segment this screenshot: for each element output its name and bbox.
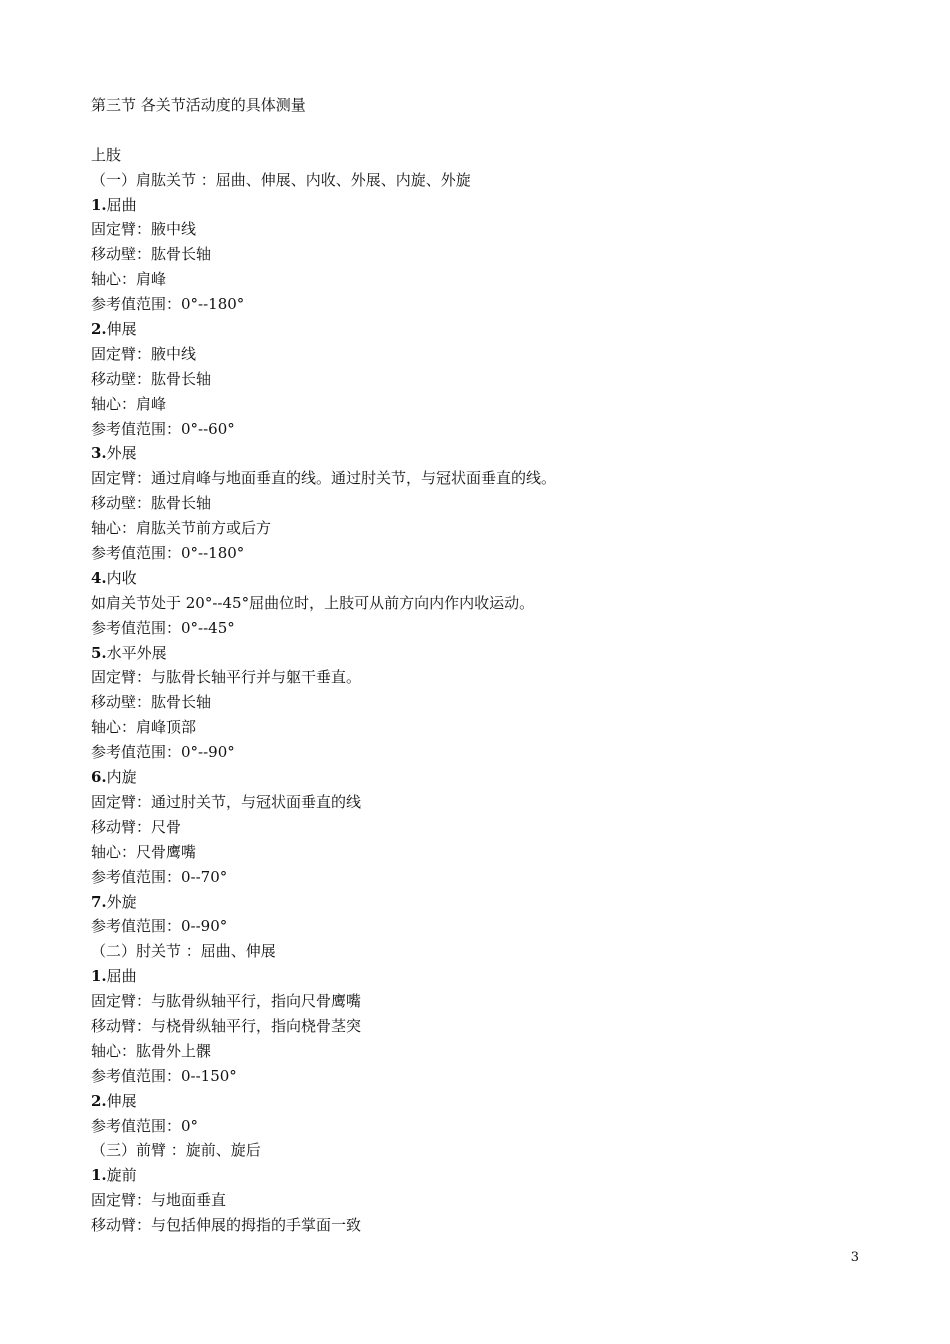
line-text: 轴心：肩肱关节前方或后方 (91, 519, 272, 538)
line-text: 移动臂：尺骨 (91, 817, 182, 836)
line-text: 移动壁：肱骨长轴 (91, 245, 212, 264)
numbered-heading (91, 317, 871, 342)
text-line (91, 690, 871, 715)
text-line (91, 914, 871, 939)
numbered-heading (91, 1163, 871, 1188)
line-text: 伸展 (106, 1091, 137, 1110)
numbered-heading (91, 964, 871, 989)
line-text: 如肩关节处于 20°--45°屈曲位时，上肢可从前方向内作内收运动。 (91, 593, 535, 612)
line-text: 外展 (106, 444, 137, 463)
line-text: 移动壁：肱骨长轴 (91, 369, 212, 388)
numbered-heading (91, 193, 871, 218)
text-line (91, 392, 871, 417)
text-line (91, 1188, 871, 1213)
text-line (91, 1114, 871, 1139)
text-line (91, 740, 871, 765)
line-text: 固定臂：通过肩峰与地面垂直的线。通过肘关节，与冠状面垂直的线。 (91, 469, 557, 488)
text-line (91, 865, 871, 890)
line-text: 参考值范围：0° (91, 1116, 199, 1135)
line-text: 轴心：肱骨外上髁 (91, 1041, 212, 1060)
item-number: 3. (91, 444, 107, 463)
text-line (91, 616, 871, 641)
blank-line (91, 118, 871, 143)
line-text: 固定臂：腋中线 (91, 344, 197, 363)
line-text: 参考值范围：0°--180° (91, 295, 245, 314)
line-text: 旋前 (106, 1166, 137, 1185)
section-title: 第三节 各关节活动度的具体测量 (91, 96, 306, 114)
item-number: 6. (91, 768, 107, 787)
text-line (91, 939, 871, 964)
line-text: 移动壁：肱骨长轴 (91, 494, 212, 513)
line-text: 内旋 (106, 768, 137, 787)
item-number: 1. (91, 1166, 107, 1185)
line-text: 移动臂：与桡骨纵轴平行，指向桡骨茎突 (91, 1016, 362, 1035)
numbered-heading (91, 890, 871, 915)
numbered-heading (91, 1089, 871, 1114)
line-text: 外旋 (106, 892, 137, 911)
text-line (91, 989, 871, 1014)
line-text: 固定臂：与肱骨长轴平行并与躯干垂直。 (91, 668, 362, 687)
text-line (91, 715, 871, 740)
line-text: 固定臂：通过肘关节，与冠状面垂直的线 (91, 792, 362, 811)
line-text: 参考值范围：0°--45° (91, 618, 235, 637)
text-line (91, 1138, 871, 1163)
text-line (91, 143, 871, 168)
text-line (91, 242, 871, 267)
text-line (91, 1064, 871, 1089)
document-body (91, 93, 871, 1238)
line-text: 参考值范围：0--90° (91, 917, 228, 936)
text-line (91, 217, 871, 242)
numbered-heading (91, 566, 871, 591)
text-line (91, 417, 871, 442)
line-text: 参考值范围：0°--180° (91, 544, 245, 563)
text-line (91, 790, 871, 815)
line-text: 伸展 (106, 320, 137, 339)
document-lines (91, 143, 871, 1238)
line-text: 固定臂：腋中线 (91, 220, 197, 239)
line-text: 固定臂：与地面垂直 (91, 1191, 227, 1210)
line-text: 屈曲 (106, 195, 137, 214)
line-text: （三）前臂 ：旋前、旋后 (91, 1141, 261, 1160)
item-number: 2. (91, 320, 107, 339)
line-text: 轴心：肩峰顶部 (91, 718, 197, 737)
item-number: 1. (91, 195, 107, 214)
text-line (91, 815, 871, 840)
text-line (91, 1039, 871, 1064)
line-text: 轴心：肩峰 (91, 394, 167, 413)
item-number: 4. (91, 568, 107, 587)
line-text: 参考值范围：0--150° (91, 1066, 237, 1085)
line-text: 上肢 (91, 145, 122, 164)
line-text: 水平外展 (106, 643, 167, 662)
text-line (91, 466, 871, 491)
text-line (91, 491, 871, 516)
text-line (91, 516, 871, 541)
numbered-heading (91, 641, 871, 666)
item-number: 7. (91, 892, 107, 911)
line-text: （一）肩肱关节 ：屈曲、伸展、内收、外展、内旋、外旋 (91, 170, 471, 189)
line-text: 轴心：肩峰 (91, 270, 167, 289)
text-line (91, 840, 871, 865)
line-text: （二）肘关节 ：屈曲、伸展 (91, 942, 276, 961)
item-number: 2. (91, 1091, 107, 1110)
text-line (91, 1213, 871, 1238)
line-text: 内收 (106, 568, 137, 587)
item-number: 1. (91, 967, 107, 986)
text-line (91, 267, 871, 292)
numbered-heading (91, 765, 871, 790)
text-line (91, 342, 871, 367)
text-line (91, 292, 871, 317)
text-line (91, 367, 871, 392)
line-text: 移动壁：肱骨长轴 (91, 693, 212, 712)
item-number: 5. (91, 643, 107, 662)
text-line (91, 1014, 871, 1039)
text-line (91, 541, 871, 566)
numbered-heading (91, 441, 871, 466)
line-text: 轴心：尺骨鹰嘴 (91, 842, 197, 861)
text-line (91, 168, 871, 193)
line-text: 固定臂：与肱骨纵轴平行，指向尺骨鹰嘴 (91, 992, 362, 1011)
line-text: 参考值范围：0°--90° (91, 743, 235, 762)
line-text: 参考值范围：0°--60° (91, 419, 235, 438)
line-text: 参考值范围：0--70° (91, 867, 228, 886)
line-text: 屈曲 (106, 967, 137, 986)
page-number: 3 (850, 1250, 859, 1265)
text-line (91, 665, 871, 690)
line-text: 移动臂：与包括伸展的拇指的手掌面一致 (91, 1216, 362, 1235)
text-line (91, 591, 871, 616)
